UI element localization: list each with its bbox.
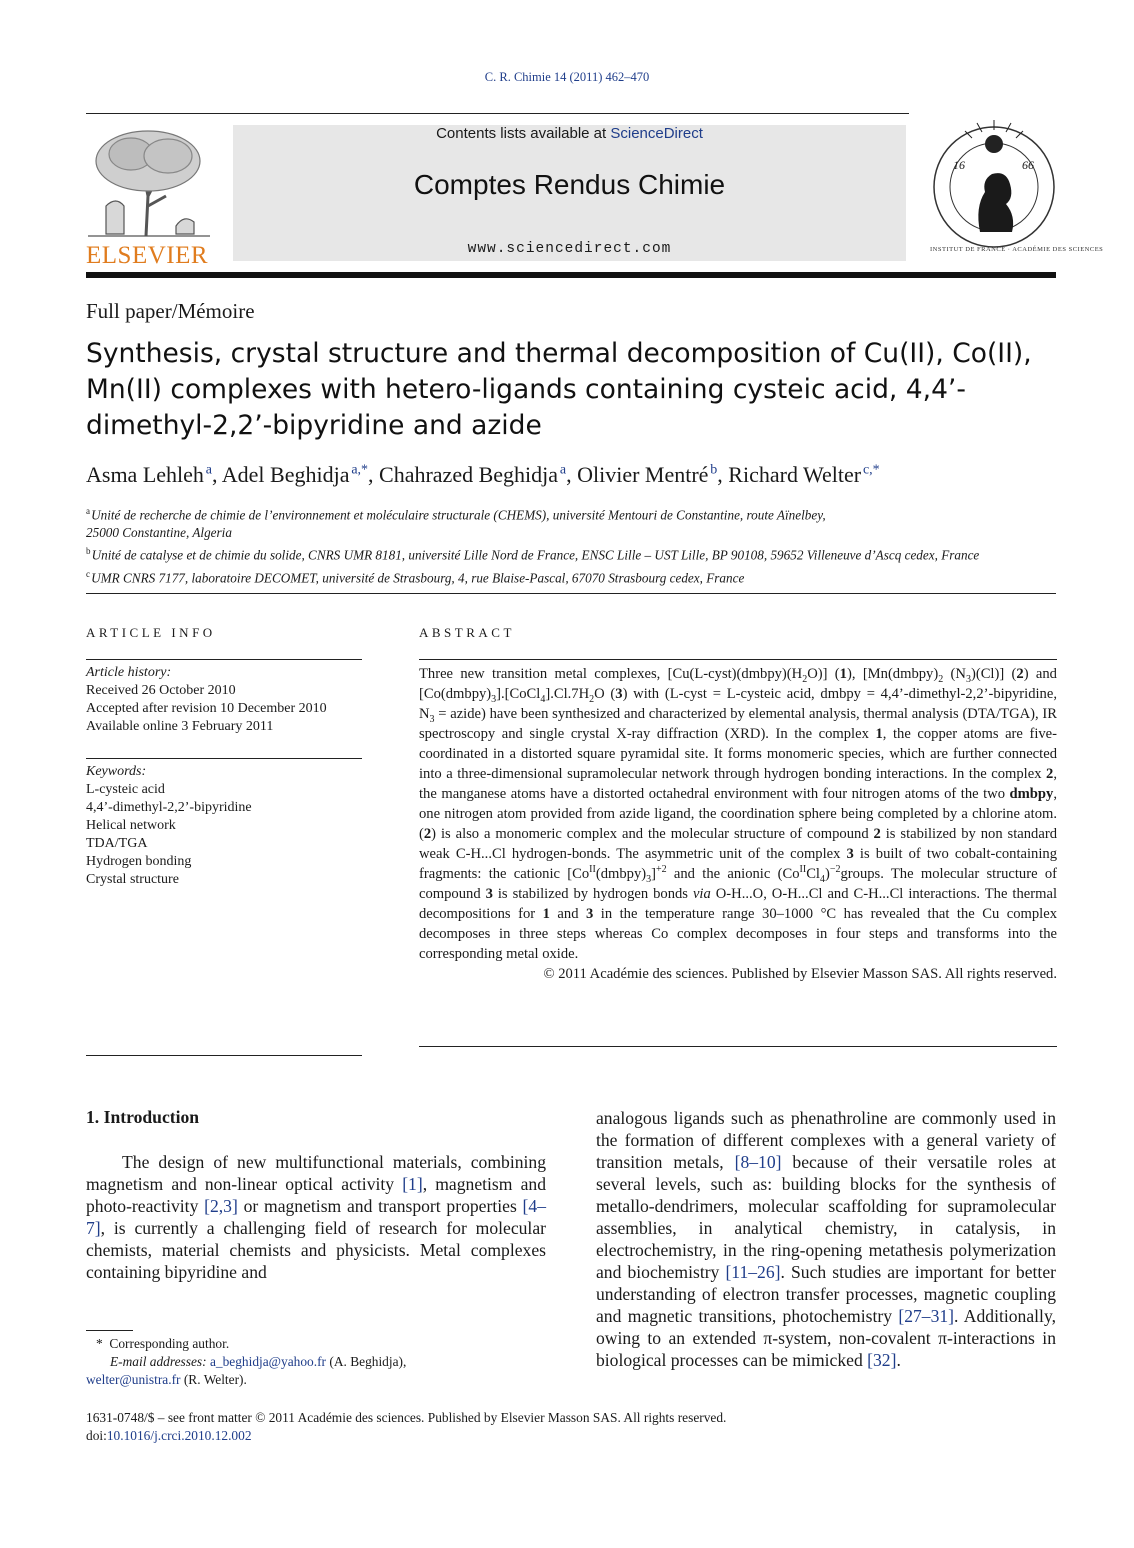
journal-name: Comptes Rendus Chimie	[413, 169, 726, 200]
footnote	[86, 1335, 546, 1389]
journal-citation[interactable]: C. R. Chimie 14 (2011) 462–470	[484, 70, 650, 84]
author-list	[86, 462, 880, 488]
keyword: Helical network	[86, 818, 176, 833]
elsevier-logo	[86, 126, 212, 269]
contents-line: Contents lists available at ScienceDirect	[436, 125, 703, 142]
author: Olivier Mentré $^b$,	[577, 462, 729, 487]
corresponding-author-note: * Corresponding author.	[96, 1336, 230, 1351]
keyword: 4,4’-dimethyl-2,2’-bipyridine	[86, 800, 252, 815]
abstract-copyright: © 2011 Académie des sciences. Published by Elsevier Masson SAS. All rights reserved.	[543, 966, 1057, 982]
header-rule	[86, 113, 909, 114]
keywords-rule	[86, 758, 362, 759]
front-matter	[86, 1409, 1056, 1445]
author: Chahrazed Beghidja $^a$,	[379, 462, 578, 487]
email-link[interactable]: a_beghidja@yahoo.fr	[209, 1354, 327, 1369]
history-item: Received 26 October 2010	[86, 683, 236, 698]
abstract-top-rule	[419, 659, 1057, 660]
introduction-paragraph-right: analogous ligands such as phenathroline are commonly used in the formation of different complexes with a general variety of transition metals, [8–10] because of their versatile roles at several levels, such as: building blocks for the synthesis of metallo-dendrimers, molecular scaffolding for supramolecular assemblies, in analytical chemistry, in catalysis, in electrochemistry, in the ring-opening metathesis polymerization and biochemistry [11–26]. Such studies are important for better understanding of electron transfer processes, magnetic coupling and magnetic transitions, photochemistry [27–31]. Additionally, owing to an extended π-system, non-covalent π-interactions in biological processes can be mimicked [32].	[596, 1108, 1056, 1370]
email-line: welter@unistra.fr (R. Welter).	[86, 1372, 247, 1387]
author: Richard Welter $^{c,*}$	[728, 462, 880, 487]
article-history	[86, 664, 366, 736]
keywords	[86, 763, 366, 889]
reference-link[interactable]: [27–31]	[898, 1306, 955, 1326]
academy-seal	[930, 112, 1104, 262]
author-affiliation-mark[interactable]: a,*	[351, 462, 369, 478]
author-affiliation-mark[interactable]: b	[710, 462, 718, 478]
history-label: Article history:	[86, 665, 172, 680]
history-item: Available online 3 February 2011	[86, 719, 274, 734]
seal-inscription: INSTITUT DE FRANCE · ACADÉMIE DES SCIENCES	[930, 246, 1104, 253]
introduction-heading: 1. Introduction	[86, 1107, 200, 1127]
author-affiliation-mark[interactable]: a	[205, 462, 212, 478]
front-matter-text: 1631-0748/$ – see front matter © 2011 Académie des sciences. Published by Elsevier Masson SAS. All rights reserved.	[86, 1410, 727, 1425]
introduction-paragraph-left: The design of new multifunctional materials, combining magnetism and non-linear optical activity [1], magnetism and photo-reactivity [2,3] or magnetism and transport properties [4–7], is currently a challenging field of research for molecular chemists, material chemists and physicists. Metal complexes containing bipyridine and	[86, 1152, 546, 1282]
reference-link[interactable]: [1]	[402, 1174, 423, 1194]
article-info-bottom-rule	[86, 1055, 362, 1056]
reference-link[interactable]: [11–26]	[725, 1262, 781, 1282]
elsevier-tree-icon	[86, 126, 212, 238]
abstract-bottom-rule	[419, 1046, 1057, 1047]
reference-link[interactable]: [32]	[867, 1350, 897, 1370]
journal-banner	[233, 125, 906, 261]
email-line: E-mail addresses: a_beghidja@yahoo.fr (A. Beghidja),	[110, 1354, 407, 1369]
affiliations-rule	[86, 593, 1056, 594]
affiliations	[86, 502, 1066, 587]
affiliation-continuation: 25000 Constantine, Algeria	[86, 525, 232, 541]
footnote-rule	[86, 1330, 133, 1331]
author-affiliation-mark[interactable]: c,*	[862, 462, 880, 478]
keyword: Hydrogen bonding	[86, 854, 192, 869]
reference-link[interactable]: [8–10]	[734, 1152, 782, 1172]
academy-seal-icon	[930, 112, 1104, 262]
keyword: TDA/TGA	[86, 836, 148, 851]
reference-link[interactable]: [4–7]	[86, 1196, 546, 1238]
keywords-label: Keywords:	[86, 764, 147, 779]
article-info-heading: ARTICLE INFO	[86, 625, 216, 640]
affiliation: $^b$ Unité de catalyse et de chimie du solide, CNRS UMR 8181, université Lille Nord de France, ENSC Lille – UST Lille, BP 90108, 59652 Villeneuve d’Ascq cedex, France	[86, 546, 980, 563]
elsevier-wordmark: ELSEVIER	[86, 242, 209, 269]
header-thick-rule	[86, 272, 1056, 278]
doi-line: doi:10.1016/j.crci.2010.12.002	[86, 1428, 252, 1443]
history-item: Accepted after revision 10 December 2010	[86, 701, 327, 716]
keyword: Crystal structure	[86, 872, 179, 887]
article-section: Full paper/Mémoire	[86, 299, 255, 323]
email-link[interactable]: welter@unistra.fr	[86, 1372, 181, 1387]
author: Asma Lehleh $^a$,	[86, 462, 222, 487]
doi-link[interactable]: 10.1016/j.crci.2010.12.002	[106, 1428, 252, 1443]
journal-url[interactable]: www.sciencedirect.com	[467, 241, 672, 257]
sciencedirect-link[interactable]: ScienceDirect	[610, 125, 703, 142]
seal-year-left: 16	[953, 158, 965, 172]
article-info-rule	[86, 659, 362, 660]
article-title: Synthesis, crystal structure and thermal decomposition of Cu(II), Co(II), Mn(II) complexes with hetero-ligands containing cysteic acid, 4,4’-dimethyl-2,2’-bipyridine and azide	[86, 338, 1032, 441]
reference-link[interactable]: [2,3]	[204, 1196, 238, 1216]
abstract-body: Three new transition metal complexes, $[Cu(L-cyst)(dmbpy)(H_2O)]$ (1), [$Mn(dmbpy)_2$ $(N_3)(Cl)$] (2) and $[Co(dmbpy)_3].[CoCl_4].Cl.7H_2O$ (3) with (L-cyst = L-cysteic acid, dmbpy = 4,4’-dimethyl-2,2’-bipyridine, $N_3$ = azide) have been synthesized and characterized by elemental analysis, thermal analysis (DTA/TGA), IR spectroscopy and single crystal X-ray diffraction (XRD). In the complex 1, the copper atoms are five-coordinated in a distorted square pyramidal site. It forms monomeric species, which are further connected into a three-dimensional supramolecular network through hydrogen bonding interactions. In the complex 2, the manganese atoms have a distorted octahedral environment with four nitrogen atoms of the two dmbpy, one nitrogen atom provided from azide ligand, the coordination sphere being completed by a chlorine atom. (2) is also a monomeric complex and the molecular structure of compound 2 is stabilized by non standard weak C-H...Cl hydrogen-bonds. The asymmetric unit of the complex 3 is built of two cobalt-containing fragments: the cationic $[Co^{II}(dmbpy)_3]^{+2}$ and the anionic $(Co^{II}Cl_4)^{-2}groups$. The molecular structure of compound 3 is stabilized by hydrogen bonds via O-H...O, O-H...Cl and C-H...Cl interactions. The thermal decompositions for 1 and 3 in the temperature range 30–1000 °C has revealed that the Cu complex decomposes in three steps whereas Co complex decomposes in four steps and transforms into the corresponding metal oxide. © 2011 Académie des sciences. Published by Elsevier Masson SAS. All rights reserved.	[419, 666, 1058, 982]
seal-year-right: 66	[1022, 158, 1034, 172]
affiliation: $^c$ UMR CNRS 7177, laboratoire DECOMET, université de Strasbourg, 4, rue Blaise-Pascal, 67070 Strasbourg cedex, France	[86, 568, 745, 586]
keyword: L-cysteic acid	[86, 782, 165, 797]
abstract-heading: ABSTRACT	[419, 625, 515, 640]
author: Adel Beghidja $^{a,*}$,	[221, 462, 380, 487]
author-affiliation-mark[interactable]: a	[559, 462, 567, 478]
affiliation: $^a$ Unité de recherche de chimie de l’environnement et moléculaire structurale (CHEMS), université Mentouri de Constantine, route Aïnelbey,	[86, 506, 826, 523]
